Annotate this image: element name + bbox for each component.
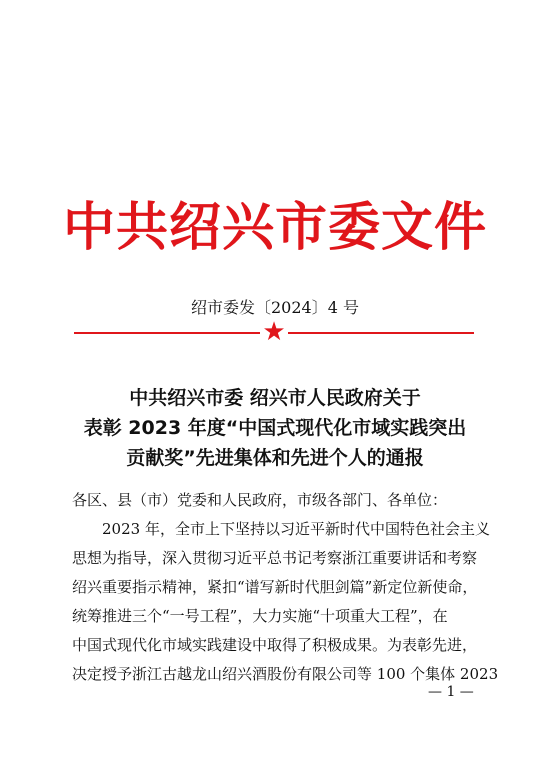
title-line: 贡献奖”先进集体和先进个人的通报 — [126, 447, 424, 469]
body-line: 统筹推进三个“一号工程”，大力实施“十项重大工程”，在 — [72, 607, 448, 625]
title-line: 中共绍兴市委 绍兴市人民政府关于 — [129, 387, 421, 409]
page-number: — 1 — — [428, 684, 474, 700]
red-divider — [74, 317, 474, 347]
body-line: 2023 年，全市上下坚持以习近平新时代中国特色社会主义 — [102, 520, 490, 538]
body-line: 决定授予浙江古越龙山绍兴酒股份有限公司等 100 个集体 2023 — [72, 665, 499, 683]
salutation: 各区、县（市）党委和人民政府，市级各部门、各单位： — [72, 491, 448, 509]
title-line: 表彰 2023 年度“中国式现代化市域实践突出 — [83, 417, 467, 439]
document-masthead: 中共绍兴市委文件 — [62, 198, 487, 258]
divider-line-right — [288, 332, 474, 334]
body-line: 思想为指导，深入贯彻习近平总书记考察浙江重要讲话和考察 — [72, 549, 478, 567]
body-line: 中国式现代化市域实践建设中取得了积极成果。为表彰先进， — [72, 636, 478, 654]
document-title — [0, 383, 550, 473]
document-number: 绍市委发〔2024〕4 号 — [191, 298, 359, 317]
document-body — [72, 486, 499, 689]
body-line: 绍兴重要指示精神，紧扣“谱写新时代胆剑篇”新定位新使命， — [72, 578, 478, 596]
divider-line-left — [74, 332, 260, 334]
star-icon: ★ — [262, 317, 286, 347]
